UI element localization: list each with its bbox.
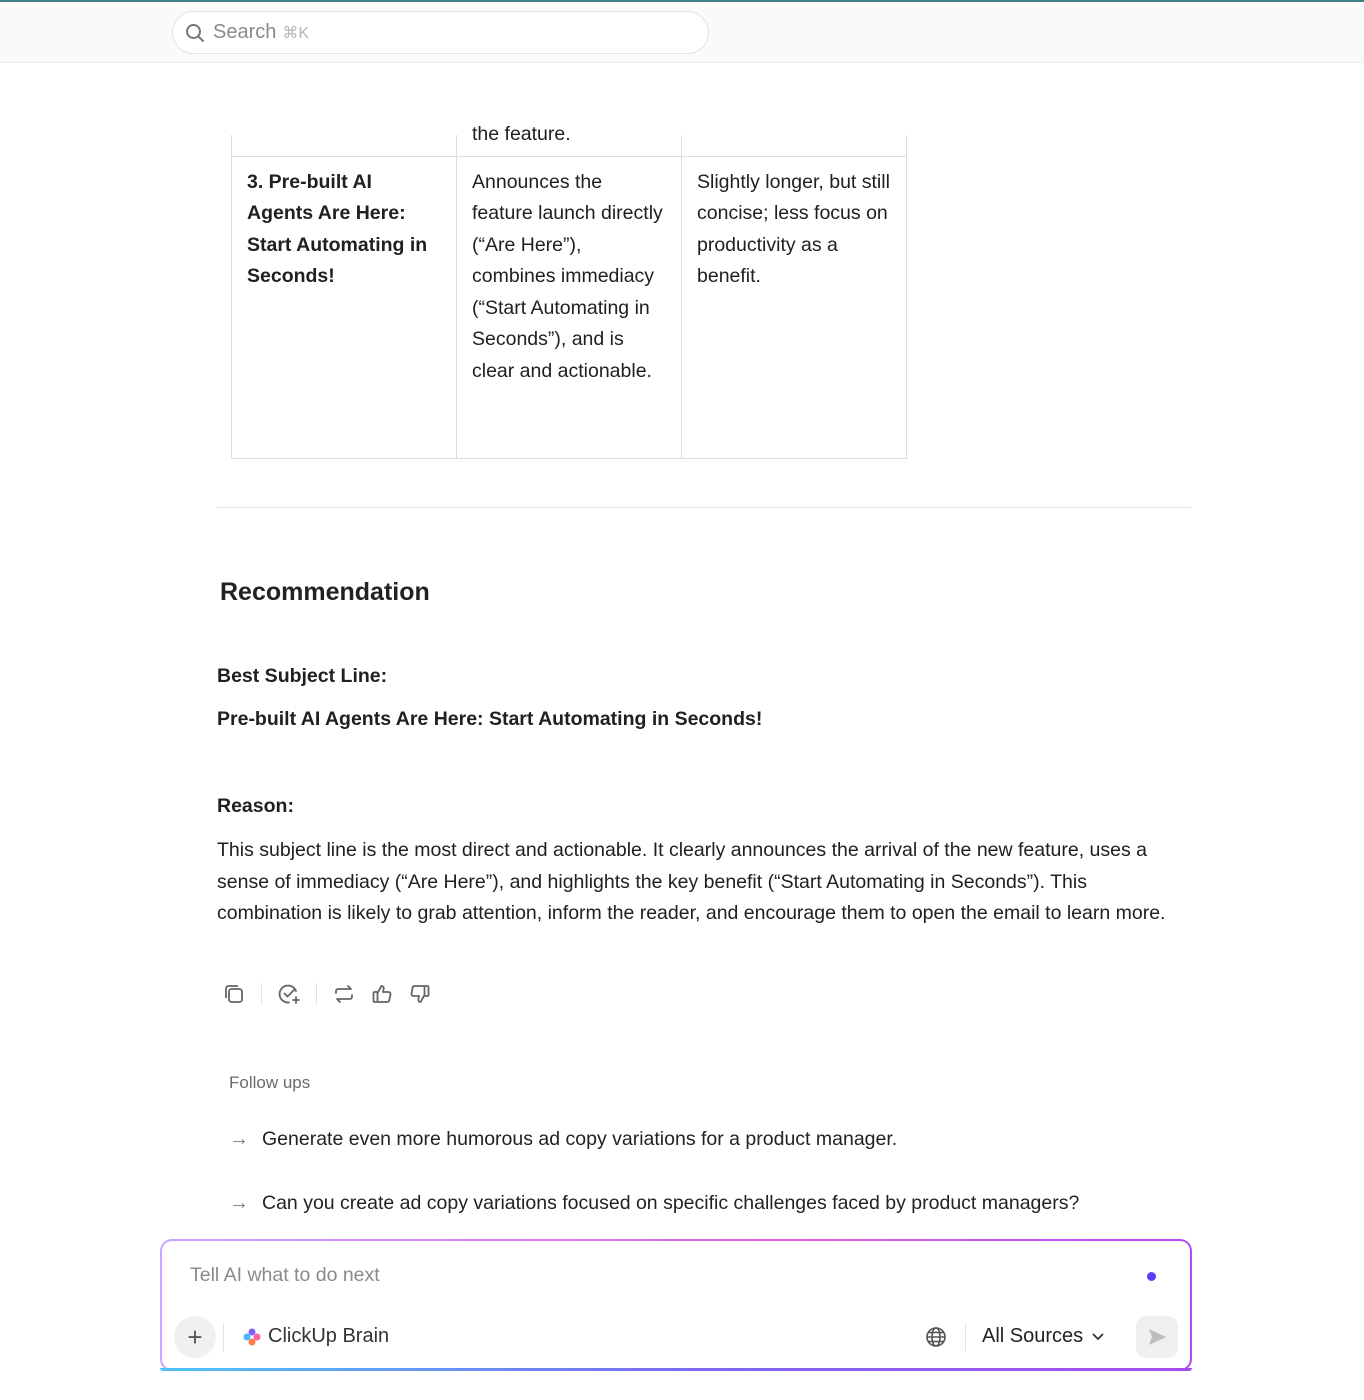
clickup-brain-icon xyxy=(242,1327,262,1347)
chevron-down-icon xyxy=(1091,1332,1105,1342)
divider xyxy=(223,1323,224,1351)
divider xyxy=(217,507,1191,508)
add-button[interactable]: + xyxy=(174,1316,216,1358)
send-button[interactable] xyxy=(1136,1316,1178,1358)
reason-label: Reason: xyxy=(217,795,294,817)
arrow-right-icon: → xyxy=(229,1128,249,1150)
followup-item[interactable]: → Generate even more humorous ad copy variations for a product manager. xyxy=(229,1128,898,1150)
divider xyxy=(261,983,262,1005)
table-row xyxy=(232,135,907,156)
reason-text: This subject line is the most direct and actionable. It clearly announces the arrival of the new feature, uses a sense of immediacy (“Are Here”), and highlights the key benefit (“Start Automating in Seconds”). This combination is likely to grab attention, inform the reader, and encourage them to open the email to learn more. xyxy=(217,839,1166,925)
table-cell-subject: 3. Pre-built AI Agents Are Here: Start Automating in Seconds! xyxy=(232,156,457,458)
divider xyxy=(316,983,317,1005)
model-selector[interactable]: ClickUp Brain xyxy=(242,1325,389,1348)
message-actions xyxy=(222,982,432,1006)
arrow-right-icon: → xyxy=(229,1192,249,1214)
best-subject-label: Best Subject Line: xyxy=(217,665,388,687)
regenerate-icon[interactable] xyxy=(332,982,356,1006)
table-cell-strengths: Announces the feature launch directly (“Are Here”), combines immediacy (“Start Automating in Seconds”), and is clear and actionable. xyxy=(457,156,682,458)
thumbs-down-icon[interactable] xyxy=(408,982,432,1006)
copy-icon[interactable] xyxy=(222,982,246,1006)
send-icon xyxy=(1146,1326,1168,1348)
table-cell: the feature. xyxy=(472,123,571,145)
ai-composer xyxy=(160,1239,1192,1371)
followups-label: Follow ups xyxy=(229,1073,311,1092)
top-bar xyxy=(0,0,1364,63)
search-shortcut: ⌘K xyxy=(282,24,310,42)
section-heading: Recommendation xyxy=(220,578,430,606)
followup-item[interactable]: → Can you create ad copy variations focused on specific challenges faced by product managers? xyxy=(229,1192,1080,1214)
table-row xyxy=(232,156,907,458)
comparison-table xyxy=(231,123,907,458)
thumbs-up-icon[interactable] xyxy=(370,982,394,1006)
globe-icon[interactable] xyxy=(925,1326,947,1353)
divider xyxy=(965,1323,966,1351)
table-cell-weaknesses: Slightly longer, but still concise; less focus on productivity as a benefit. xyxy=(682,156,907,458)
search-input[interactable] xyxy=(172,11,709,54)
status-dot xyxy=(1147,1272,1156,1281)
search-placeholder: Search xyxy=(213,21,277,43)
prompt-input[interactable]: Tell AI what to do next xyxy=(190,1264,380,1286)
search-icon xyxy=(185,23,205,43)
sources-dropdown[interactable]: All Sources xyxy=(982,1325,1105,1348)
best-subject-value: Pre-built AI Agents Are Here: Start Automating in Seconds! xyxy=(217,708,763,730)
add-task-icon[interactable] xyxy=(277,982,301,1006)
